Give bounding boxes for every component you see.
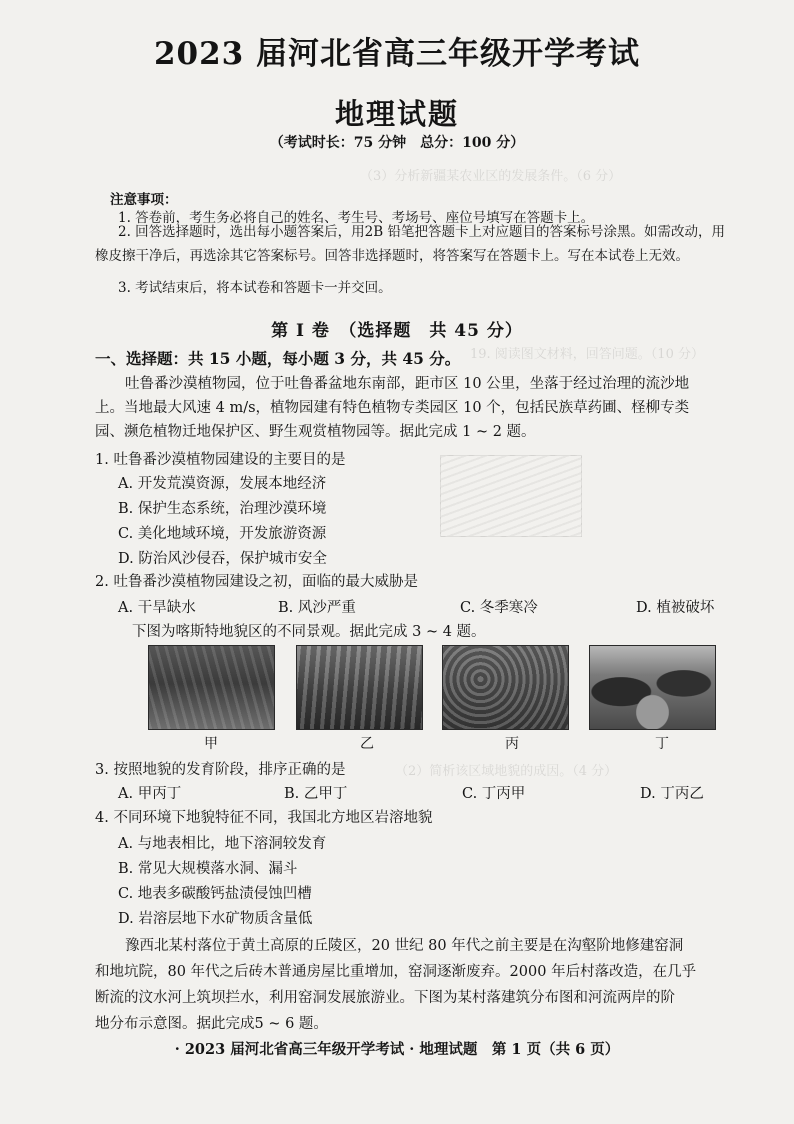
option-c: C. 冬季寒冷 [460, 600, 538, 616]
option-d: D. 植被破坏 [636, 600, 715, 616]
passage-line: 地分布示意图。据此完成5 ~ 6 题。 [95, 1016, 328, 1032]
option-c: C. 丁丙甲 [462, 786, 526, 802]
karst-photo-bing [442, 645, 569, 730]
figure-intro: 下图为喀斯特地貌区的不同景观。据此完成 3 ~ 4 题。 [132, 624, 486, 640]
exam-meta: （考试时长：75 分钟 总分：100 分） [269, 135, 525, 151]
option-d: D. 岩溶层地下水矿物质含量低 [118, 911, 313, 927]
part-heading: 一、选择题：共 15 小题，每小题 3 分，共 45 分。 [95, 349, 461, 368]
option-d: D. 防治风沙侵吞，保护城市安全 [118, 551, 327, 567]
option-b: B. 风沙严重 [278, 600, 356, 616]
question-stem: 4. 不同环境下地貌特征不同，我国北方地区岩溶地貌 [95, 810, 433, 826]
option-a: A. 开发荒漠资源，发展本地经济 [118, 476, 327, 492]
option-b: B. 乙甲丁 [284, 786, 348, 802]
notice-line: 3. 考试结束后，将本试卷和答题卡一并交回。 [118, 280, 392, 296]
notice-line: 1. 答卷前，考生务必将自己的姓名、考生号、考场号、座位号填写在答题卡上。 [118, 210, 595, 226]
exam-title: 2023 届河北省高三年级开学考试 [153, 36, 641, 72]
section-title: 第 I 卷 （选择题 共 45 分） [271, 321, 523, 341]
option-b: B. 常见大规模落水洞、漏斗 [118, 861, 298, 877]
option-b: B. 保护生态系统，治理沙漠环境 [118, 501, 327, 517]
page-footer: · 2023 届河北省高三年级开学考试 · 地理试题 第 1 页（共 6 页） [174, 1041, 620, 1058]
passage-line: 吐鲁番沙漠植物园，位于吐鲁番盆地东南部，距市区 10 公里，坐落于经过治理的流沙地 [125, 376, 690, 392]
passage-line: 断流的汶水河上筑坝拦水，利用窑洞发展旅游业。下图为某村落建筑分布图和河流两岸的阶 [95, 990, 675, 1006]
passage-line: 和地坑院，80 年代之后砖木普通房屋比重增加，窑洞逐渐废弃。2000 年后村落改造，在几乎 [95, 964, 697, 980]
karst-photo-jia [148, 645, 275, 730]
question-stem: 2. 吐鲁番沙漠植物园建设之初，面临的最大威胁是 [95, 574, 418, 590]
bleed-through-text: （3）分析新疆某农业区的发展条件。（6 分） [360, 169, 622, 184]
photo-label: 丙 [505, 736, 519, 752]
bleed-through-text: （2）简析该区域地貌的成因。（4 分） [395, 764, 618, 779]
notice-line: 橡皮擦干净后，再选涂其它答案标号。回答非选择题时，将答案写在答题卡上。写在本试卷上无效。 [95, 248, 689, 264]
photo-label: 甲 [204, 736, 218, 752]
bleed-through-figure [440, 455, 582, 537]
option-c: C. 美化地域环境，开发旅游资源 [118, 526, 327, 542]
notice-line: 2. 回答选择题时，选出每小题答案后，用2B 铅笔把答题卡上对应题目的答案标号涂黑。如需改动，用 [118, 224, 725, 240]
photo-label: 丁 [655, 736, 669, 752]
question-stem: 1. 吐鲁番沙漠植物园建设的主要目的是 [95, 452, 346, 468]
option-c: C. 地表多碳酸钙盐渍侵蚀凹槽 [118, 886, 312, 902]
notice-heading: 注意事项： [110, 192, 178, 208]
subject-title: 地理试题 [334, 97, 459, 131]
option-d: D. 丁丙乙 [640, 786, 704, 802]
passage-line: 上。当地最大风速 4 m/s，植物园建有特色植物专类园区 10 个，包括民族草药圃、柽柳专类 [95, 400, 690, 416]
passage-line: 豫西北某村落位于黄土高原的丘陵区，20 世纪 80 年代之前主要是在沟壑阶地修建窑洞 [125, 938, 684, 954]
photo-label: 乙 [360, 736, 374, 752]
karst-photo-yi [296, 645, 423, 730]
passage-line: 园、濒危植物迁地保护区、野生观赏植物园等。据此完成 1 ~ 2 题。 [95, 424, 536, 440]
option-a: A. 与地表相比，地下溶洞较发育 [118, 836, 327, 852]
option-a: A. 甲丙丁 [118, 786, 182, 802]
karst-photo-ding [589, 645, 716, 730]
question-stem: 3. 按照地貌的发育阶段，排序正确的是 [95, 762, 346, 778]
bleed-through-text: 19. 阅读图文材料，回答问题。（10 分） [470, 347, 704, 362]
option-a: A. 干旱缺水 [118, 600, 196, 616]
